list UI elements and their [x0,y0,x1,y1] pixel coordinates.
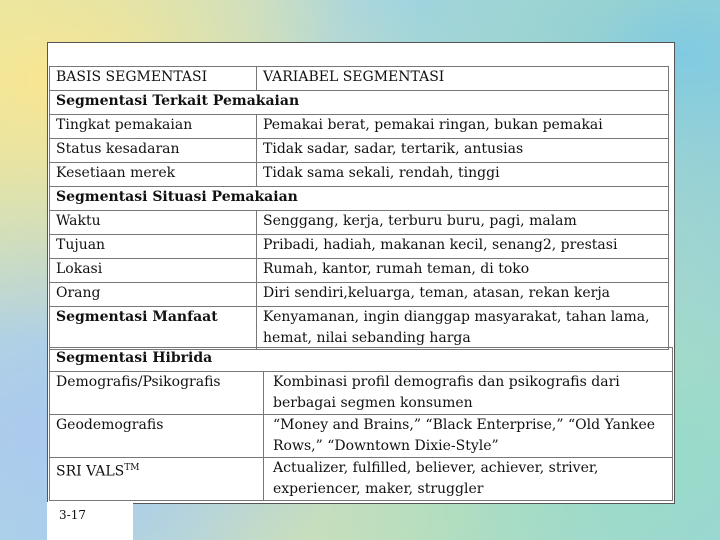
table-row [50,139,669,163]
page-number: 3-17 [59,508,86,522]
trademark-sup: TM [124,463,140,473]
basis-cell: Orang [50,283,257,307]
variabel-cell: Tidak sadar, sadar, tertarik, antusias [257,139,669,163]
variabel-cell: “Money and Brains,” “Black Enterprise,” “Old Yankee Rows,” “Downtown Dixie-Style” [264,415,673,458]
variabel-cell: Actualizer, fulfilled, believer, achiever, striver, experiencer, maker, struggler [264,458,673,501]
variabel-cell: Rumah, kantor, rumah teman, di toko [257,259,669,283]
basis-cell: Tingkat pemakaian [50,115,257,139]
table-row [50,415,673,458]
basis-cell: Tujuan [50,235,257,259]
basis-text: SRI VALS [56,463,125,480]
basis-cell: Lokasi [50,259,257,283]
basis-cell: Geodemografis [50,415,264,458]
basis-cell: Status kesadaran [50,139,257,163]
variabel-cell: Kombinasi profil demografis dan psikografis dari berbagai segmen konsumen [264,372,673,415]
variabel-cell: Kenyamanan, ingin dianggap masyarakat, tahan lama, hemat, nilai sebanding harga [257,307,669,350]
basis-cell: Waktu [50,211,257,235]
header-variabel: VARIABEL SEGMENTASI [257,67,669,91]
section-row [50,348,673,372]
table-row [50,259,669,283]
segmentation-table-lower [49,347,673,501]
table-row [50,307,669,350]
table-header-row [50,67,669,91]
table-row [50,372,673,415]
variabel-cell: Senggang, kerja, terburu buru, pagi, malam [257,211,669,235]
basis-cell: Segmentasi Manfaat [50,307,257,350]
section-title: Segmentasi Terkait Pemakaian [50,91,669,115]
table-row [50,458,673,501]
table-row [50,283,669,307]
table-row [50,163,669,187]
section-title: Segmentasi Hibrida [50,348,673,372]
variabel-cell: Diri sendiri,keluarga, teman, atasan, rekan kerja [257,283,669,307]
basis-cell: Kesetiaan merek [50,163,257,187]
variabel-cell: Pemakai berat, pemakai ringan, bukan pemakai [257,115,669,139]
segmentation-table-upper [49,66,669,350]
table-row [50,115,669,139]
section-row [50,91,669,115]
variabel-cell: Tidak sama sekali, rendah, tinggi [257,163,669,187]
table-row [50,211,669,235]
section-title: Segmentasi Situasi Pemakaian [50,187,669,211]
section-row [50,187,669,211]
basis-cell: Demografis/Psikografis [50,372,264,415]
table-row [50,235,669,259]
basis-cell [50,458,264,501]
header-basis: BASIS SEGMENTASI [50,67,257,91]
variabel-cell: Pribadi, hadiah, makanan kecil, senang2, prestasi [257,235,669,259]
